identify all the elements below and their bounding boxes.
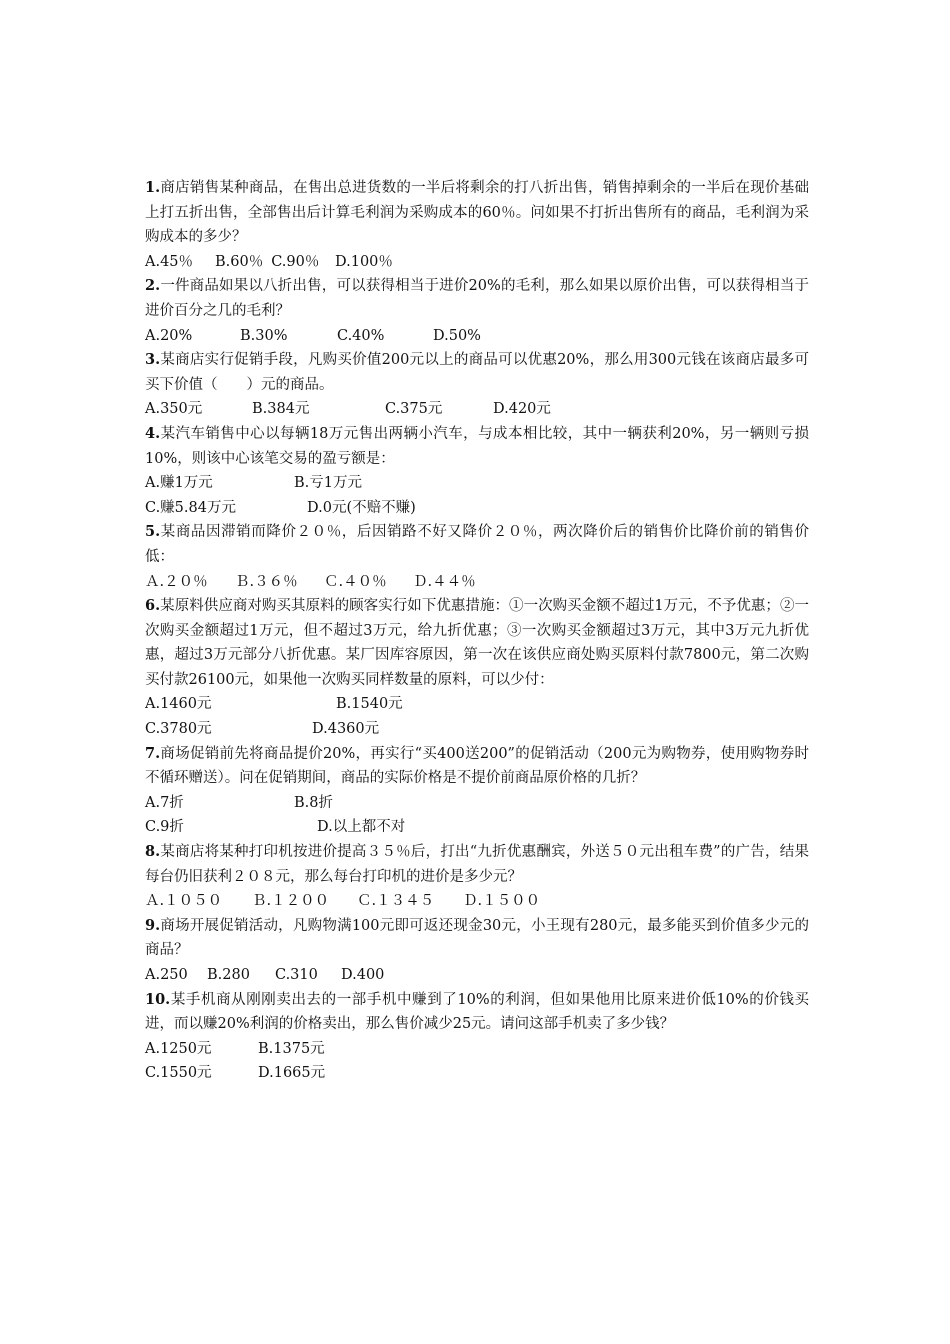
question-body: 某原料供应商对购买其原料的顾客实行如下优惠措施：①一次购买金额不超过1万元，不予优惠；②一次购买金额超过1万元，但不超过3万元，给九折优惠；③一次购买金额超过3万元，其中3万元九折优惠，超过3万元部分八折优惠。某厂因库容原因，第一次在该供应商处购买原料付款7800元，第二次购买付款26100元，如果他一次购买同样数量的原料，可以少付：	[145, 598, 809, 688]
answer-option: D.400	[341, 967, 385, 983]
answer-option: A.350元	[145, 401, 203, 418]
answer-option: D.以上都不对	[317, 819, 406, 836]
question-1-text	[145, 176, 809, 250]
answer-option: Ｃ.１３４５	[357, 893, 435, 910]
answer-option: B.1540元	[336, 696, 403, 713]
question-number: 1.	[145, 179, 161, 196]
question-body: 某商品因滞销而降价２０％，后因销路不好又降价２０％，两次降价后的销售价比降价前的销售价低：	[145, 524, 809, 565]
question-2-options	[145, 324, 809, 349]
question-10-options	[145, 1061, 809, 1086]
question-10-options	[145, 1037, 809, 1062]
answer-option: B.1375元	[258, 1040, 325, 1057]
answer-option: Ａ.２０％	[145, 573, 208, 590]
question-3-options	[145, 397, 809, 422]
question-number: 7.	[145, 744, 161, 762]
answer-option: C.375元	[385, 401, 443, 418]
answer-option: A.45％	[145, 253, 194, 270]
answer-option: Ｂ.１２００	[252, 893, 330, 910]
answer-option: B.384元	[252, 401, 310, 418]
answer-option: Ｂ.３６％	[235, 573, 298, 590]
answer-option: A.1250元	[145, 1040, 212, 1057]
question-body: 一件商品如果以八折出售，可以获得相当于进价20%的毛利，那么如果以原价出售，可以获得相当于进价百分之几的毛利？	[145, 278, 809, 319]
question-7-options	[145, 791, 809, 816]
question-8-text	[145, 840, 809, 889]
question-body: 商场开展促销活动，凡购物满100元即可返还现金30元，小王现有280元，最多能买到价值多少元的商品？	[145, 917, 809, 959]
question-body: 某手机商从刚刚卖出去的一部手机中赚到了10%的利润，但如果他用比原来进价低10%的价钱买进，而以赚20%利润的价格卖出，那么售价减少25元。请问这部手机卖了多少钱？	[145, 991, 809, 1033]
answer-option: A.1460元	[145, 696, 212, 713]
answer-option: C.赚5.84万元	[145, 499, 236, 516]
question-body: 某商店将某种打印机按进价提高３５％后，打出“九折优惠酬宾，外送５０元出租车费”的广告，结果每台仍旧获利２０８元，那么每台打印机的进价是多少元？	[145, 844, 809, 885]
answer-option: A.7折	[145, 794, 184, 811]
question-number: 8.	[145, 843, 161, 861]
question-number: 9.	[145, 916, 161, 934]
answer-option: C.3780元	[145, 721, 212, 738]
answer-option: Ｃ.４０％	[324, 573, 387, 590]
question-number: 6.	[145, 597, 161, 615]
question-9-text	[145, 914, 809, 963]
question-number: 2.	[145, 277, 161, 295]
answer-option: C.40%	[337, 327, 385, 344]
answer-option: B.亏1万元	[294, 475, 362, 492]
question-4-options	[145, 471, 809, 496]
answer-option: B.30%	[240, 327, 288, 344]
question-10-text	[145, 988, 809, 1037]
question-8-options	[145, 889, 809, 914]
question-5-options	[145, 570, 809, 595]
answer-option: D.50%	[433, 327, 481, 344]
question-list	[145, 176, 809, 1086]
question-4-options	[145, 496, 809, 521]
question-7-text	[145, 742, 809, 791]
answer-option: C.9折	[145, 819, 184, 836]
question-1-options	[145, 250, 809, 275]
question-6-options	[145, 717, 809, 742]
question-6-options	[145, 692, 809, 717]
question-body: 商店销售某种商品，在售出总进货数的一半后将剩余的打八折出售，销售掉剩余的一半后在现价基础上打五折出售，全部售出后计算毛利润为采购成本的60％。问如果不打折出售所有的商品，毛利润为采购成本的多少？	[145, 180, 809, 246]
answer-option: C.310	[275, 967, 318, 983]
answer-option: D.100％	[335, 253, 393, 270]
answer-option: A.赚1万元	[145, 475, 213, 492]
answer-option: B.60％	[215, 253, 264, 270]
answer-option: B.8折	[294, 794, 333, 811]
question-9-options	[145, 963, 809, 988]
question-3-text	[145, 348, 809, 397]
answer-option: D.420元	[493, 401, 551, 418]
question-2-text	[145, 274, 809, 323]
answer-option: Ｄ.１５００	[463, 893, 541, 910]
question-body: 某商店实行促销手段，凡购买价值200元以上的商品可以优惠20%，那么用300元钱在该商店最多可买下价值（ ）元的商品。	[145, 352, 809, 393]
answer-option: A.20%	[145, 327, 193, 344]
answer-option: B.280	[207, 967, 250, 983]
question-body: 某汽车销售中心以每辆18万元售出两辆小汽车，与成本相比较，其中一辆获利20%，另一辆则亏损10%，则该中心该笔交易的盈亏额是：	[145, 425, 809, 467]
answer-option: D.4360元	[312, 721, 380, 738]
question-5-text	[145, 520, 809, 569]
question-number: 5.	[145, 523, 161, 541]
answer-option: D.0元(不赔不赚)	[307, 499, 416, 516]
answer-option: Ｄ.４４％	[413, 573, 476, 590]
question-number: 4.	[145, 424, 161, 442]
answer-option: C.90％	[271, 253, 320, 270]
question-7-options	[145, 815, 809, 840]
answer-option: Ａ.１０５０	[145, 893, 223, 910]
question-number: 3.	[145, 351, 161, 369]
question-number: 10.	[145, 990, 171, 1008]
answer-option: C.1550元	[145, 1065, 212, 1082]
answer-option: D.1665元	[258, 1065, 326, 1082]
question-6-text	[145, 594, 809, 692]
answer-option: A.250	[145, 967, 188, 983]
question-4-text	[145, 422, 809, 471]
question-body: 商场促销前先将商品提价20%，再实行“买400送200”的促销活动（200元为购物券，使用购物券时不循环赠送）。问在促销期间，商品的实际价格是不提价前商品原价格的几折？	[145, 745, 809, 787]
